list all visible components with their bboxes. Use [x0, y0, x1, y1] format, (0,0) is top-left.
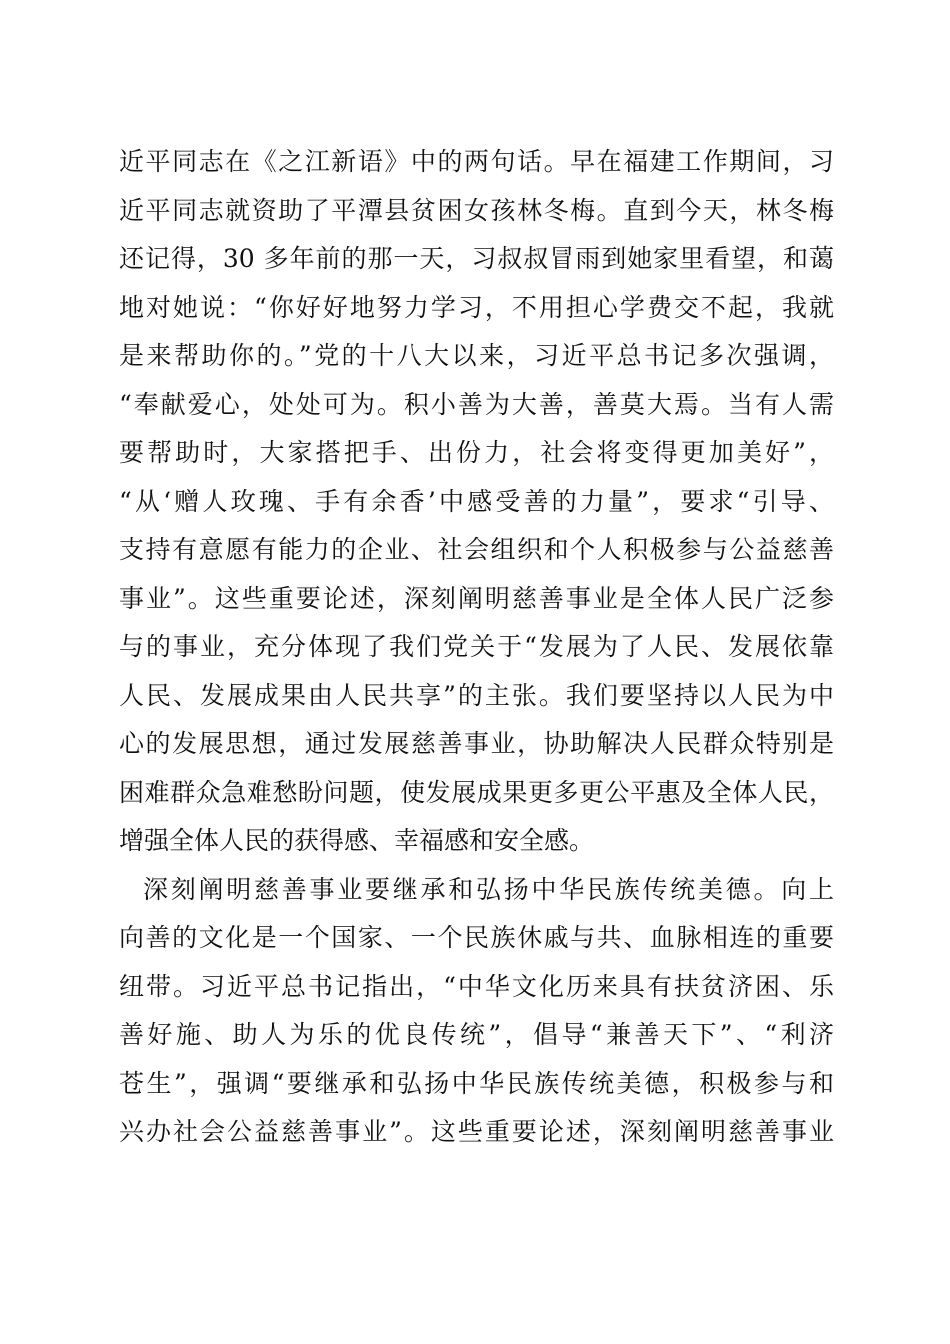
- paragraph-1-line-12: 人民、发展成果由人民共享”的主张。我们要坚持以人民为中: [119, 680, 834, 710]
- paragraph-1-line-15: 增强全体人民的获得感、幸福感和安全感。: [119, 826, 595, 855]
- paragraph-1: [119, 142, 834, 870]
- paragraph-1-line-3: 还记得，30 多年前的那一天，习叔叔冒雨到她家里看望，和蔼: [119, 244, 834, 273]
- paragraph-2: [119, 870, 834, 1161]
- paragraph-1-line-2: 近平同志就资助了平潭县贫困女孩林冬梅。直到今天，林冬梅: [119, 195, 834, 225]
- paragraph-2-line-5: 苍生”，强调“要继承和弘扬中华民族传统美德，积极参与和: [119, 1068, 834, 1098]
- paragraph-2-line-4: 善好施、助人为乐的优良传统”，倡导“兼善天下”、“利济: [119, 1020, 834, 1049]
- paragraph-1-line-10: 事业”。这些重要论述，深刻阐明慈善事业是全体人民广泛参: [119, 583, 834, 613]
- paragraph-1-line-13: 心的发展思想，通过发展慈善事业，协助解决人民群众特别是: [119, 729, 834, 758]
- paragraph-1-line-7: 要帮助时，大家搭把手、出份力，社会将变得更加美好”，: [119, 438, 834, 467]
- paragraph-2-line-6: 兴办社会公益慈善事业”。这些重要论述，深刻阐明慈善事业: [119, 1117, 834, 1146]
- paragraph-2-line-1: 深刻阐明慈善事业要继承和弘扬中华民族传统美德。向上: [143, 874, 834, 904]
- document-body: [119, 142, 834, 1161]
- paragraph-1-line-5: 是来帮助你的。”党的十八大以来，习近平总书记多次强调，: [119, 341, 834, 370]
- paragraph-2-line-3: 纽带。习近平总书记指出，“中华文化历来具有扶贫济困、乐: [119, 971, 834, 1001]
- paragraph-1-line-8: “从‘赠人玫瑰、手有余香’中感受善的力量”，要求“引导、: [119, 486, 834, 516]
- paragraph-2-line-2: 向善的文化是一个国家、一个民族休戚与共、血脉相连的重要: [119, 923, 834, 952]
- paragraph-1-line-4: 地对她说：“你好好地努力学习，不用担心学费交不起，我就: [119, 292, 834, 322]
- paragraph-1-line-1: 近平同志在《之江新语》中的两句话。早在福建工作期间，习: [119, 147, 834, 176]
- paragraph-1-line-6: “奉献爱心，处处可为。积小善为大善，善莫大焉。当有人需: [119, 389, 834, 419]
- paragraph-1-line-11: 与的事业，充分体现了我们党关于“发展为了人民、发展依靠: [119, 632, 834, 661]
- paragraph-1-line-9: 支持有意愿有能力的企业、社会组织和个人积极参与公益慈善: [119, 535, 834, 564]
- paragraph-1-line-14: 困难群众急难愁盼问题，使发展成果更多更公平惠及全体人民，: [119, 777, 834, 807]
